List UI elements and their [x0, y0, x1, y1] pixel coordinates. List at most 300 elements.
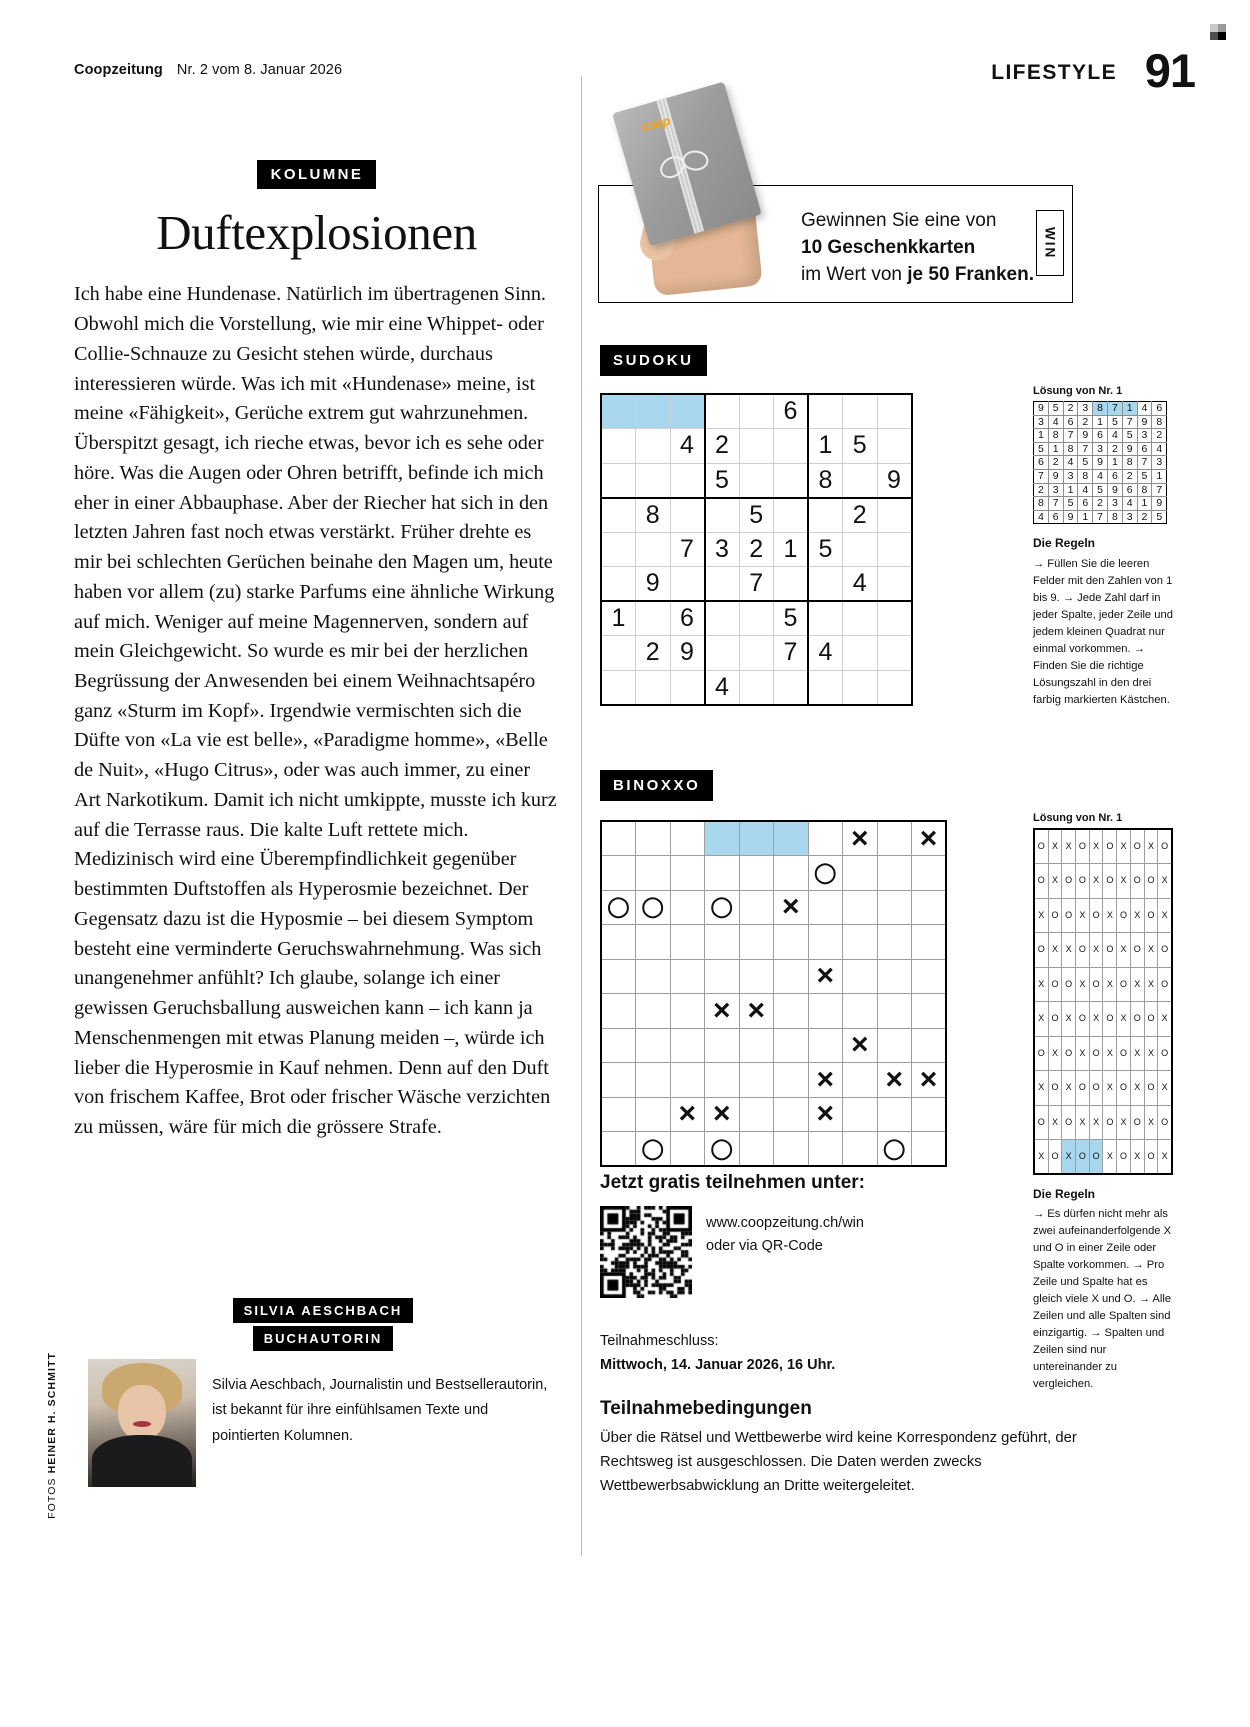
sudoku-cell[interactable] — [739, 636, 774, 671]
binoxxo-cell[interactable] — [808, 994, 843, 1029]
sudoku-solution-cell: 1 — [1034, 429, 1049, 443]
terms-title: Teilnahmebedingungen — [600, 1398, 812, 1419]
x-mark-icon: × — [816, 1062, 835, 1096]
binoxxo-cell[interactable] — [601, 1063, 636, 1098]
sudoku-cell[interactable] — [808, 394, 843, 429]
sudoku-row — [601, 636, 912, 671]
binoxxo-solution-cell: O — [1034, 864, 1048, 899]
sudoku-cell[interactable] — [739, 463, 774, 498]
binoxxo-solution-cell: X — [1034, 1071, 1048, 1106]
binoxxo-cell[interactable] — [774, 959, 809, 994]
binoxxo-solution-cell: O — [1158, 1036, 1172, 1071]
binoxxo-cell[interactable] — [877, 1063, 912, 1098]
binoxxo-cell[interactable] — [877, 959, 912, 994]
binoxxo-solution-cell: X — [1117, 1105, 1131, 1140]
binoxxo-cell[interactable] — [808, 856, 843, 891]
kicker-wrap — [74, 160, 559, 189]
binoxxo-cell[interactable] — [843, 1028, 878, 1063]
binoxxo-cell[interactable] — [843, 925, 878, 960]
binoxxo-cell[interactable] — [808, 959, 843, 994]
binoxxo-cell[interactable] — [843, 959, 878, 994]
sudoku-cell[interactable]: 2 — [739, 532, 774, 567]
binoxxo-solution-cell: O — [1158, 1105, 1172, 1140]
sudoku-cell[interactable] — [601, 670, 636, 705]
sudoku-cell[interactable] — [739, 394, 774, 429]
binoxxo-cell[interactable] — [912, 959, 947, 994]
binoxxo-solution-cell: X — [1103, 1140, 1117, 1175]
binoxxo-cell[interactable] — [601, 1132, 636, 1167]
sudoku-cell[interactable]: 5 — [705, 463, 740, 498]
binoxxo-cell[interactable] — [877, 994, 912, 1029]
binoxxo-cell[interactable] — [912, 1028, 947, 1063]
page-title: Duftexplosionen — [156, 205, 477, 260]
binoxxo-solution-title: Lösung von Nr. 1 — [1033, 812, 1123, 824]
sudoku-cell[interactable]: 6 — [670, 601, 705, 636]
binoxxo-solution-cell: O — [1062, 1036, 1076, 1071]
binoxxo-solution-cell: O — [1117, 1140, 1131, 1175]
sudoku-solution-cell: 6 — [1078, 497, 1093, 511]
binoxxo-cell[interactable] — [843, 890, 878, 925]
sudoku-cell[interactable] — [877, 429, 912, 464]
sudoku-solution-cell: 9 — [1063, 510, 1078, 524]
binoxxo-cell[interactable] — [705, 821, 740, 856]
sudoku-cell[interactable] — [774, 567, 809, 602]
sudoku-cell[interactable]: 5 — [739, 498, 774, 533]
sudoku-cell[interactable]: 7 — [774, 636, 809, 671]
sudoku-cell[interactable] — [636, 463, 671, 498]
sudoku-cell[interactable] — [601, 429, 636, 464]
author-bio: Silvia Aeschbach, Journalistin und Bestsellerautorin, ist bekannt für ihre einfühlsamen Texte und pointierten Kolumnen. — [212, 1377, 548, 1444]
sudoku-solution-cell: 1 — [1093, 415, 1108, 429]
binoxxo-cell[interactable] — [808, 890, 843, 925]
qr-code-icon[interactable] — [600, 1206, 692, 1298]
binoxxo-cell[interactable] — [670, 1097, 705, 1132]
binoxxo-cell[interactable] — [912, 1063, 947, 1098]
sudoku-cell[interactable] — [774, 670, 809, 705]
binoxxo-solution-cell: O — [1144, 864, 1158, 899]
sudoku-solution-cell: 4 — [1034, 510, 1049, 524]
sudoku-cell[interactable] — [877, 498, 912, 533]
binoxxo-solution-cell: O — [1034, 933, 1048, 968]
sudoku-solution-cell: 1 — [1048, 442, 1063, 456]
sudoku-cell[interactable] — [877, 601, 912, 636]
sudoku-cell[interactable] — [774, 498, 809, 533]
sudoku-solution-cell: 7 — [1107, 402, 1122, 416]
binoxxo-solution-cell: X — [1144, 967, 1158, 1002]
sudoku-solution-cell: 6 — [1048, 510, 1063, 524]
binoxxo-cell[interactable] — [670, 1063, 705, 1098]
binoxxo-solution-cell: O — [1062, 1105, 1076, 1140]
binoxxo-solution-row — [1034, 829, 1172, 864]
binoxxo-cell[interactable] — [774, 1063, 809, 1098]
binoxxo-cell[interactable] — [636, 890, 671, 925]
sudoku-solution-cell: 9 — [1107, 483, 1122, 497]
participate-url[interactable]: www.coopzeitung.ch/win — [706, 1215, 864, 1231]
binoxxo-cell[interactable] — [912, 890, 947, 925]
binoxxo-cell[interactable] — [877, 856, 912, 891]
sudoku-cell[interactable] — [601, 394, 636, 429]
author-tags — [88, 1298, 558, 1351]
binoxxo-cell[interactable] — [739, 959, 774, 994]
sudoku-cell[interactable] — [843, 532, 878, 567]
x-mark-icon: × — [919, 821, 938, 855]
binoxxo-cell[interactable] — [739, 1097, 774, 1132]
sudoku-cell[interactable] — [739, 601, 774, 636]
binoxxo-solution-cell: X — [1048, 933, 1062, 968]
sudoku-cell[interactable] — [843, 601, 878, 636]
x-mark-icon: × — [850, 1028, 869, 1062]
o-mark-icon: ◯ — [641, 1137, 664, 1160]
o-mark-icon: ◯ — [607, 896, 630, 919]
binoxxo-cell[interactable] — [912, 1132, 947, 1167]
x-mark-icon: × — [919, 1062, 938, 1096]
binoxxo-solution-cell: X — [1062, 1002, 1076, 1037]
binoxxo-row — [601, 821, 946, 856]
binoxxo-cell[interactable] — [705, 994, 740, 1029]
binoxxo-row — [601, 925, 946, 960]
binoxxo-cell[interactable] — [808, 821, 843, 856]
binoxxo-solution-cell: O — [1048, 1071, 1062, 1106]
binoxxo-cell[interactable] — [705, 1028, 740, 1063]
sudoku-row — [601, 463, 912, 498]
sudoku-solution-cell: 9 — [1048, 469, 1063, 483]
sudoku-cell[interactable] — [705, 601, 740, 636]
sudoku-row — [601, 601, 912, 636]
binoxxo-solution-cell: X — [1130, 1140, 1144, 1175]
kicker-badge: KOLUMNE — [257, 160, 377, 189]
sudoku-cell[interactable]: 2 — [636, 636, 671, 671]
binoxxo-solution-cell: O — [1117, 967, 1131, 1002]
binoxxo-solution-cell: X — [1117, 933, 1131, 968]
binoxxo-cell[interactable] — [912, 821, 947, 856]
sudoku-cell[interactable] — [739, 429, 774, 464]
binoxxo-cell[interactable] — [670, 1028, 705, 1063]
sudoku-cell[interactable]: 6 — [774, 394, 809, 429]
sudoku-cell[interactable] — [636, 429, 671, 464]
sudoku-solution-cell: 4 — [1107, 429, 1122, 443]
binoxxo-solution-cell: X — [1130, 967, 1144, 1002]
sudoku-cell[interactable] — [877, 532, 912, 567]
sudoku-cell[interactable] — [877, 394, 912, 429]
binoxxo-solution-cell: X — [1034, 1140, 1048, 1175]
binoxxo-cell[interactable] — [601, 1097, 636, 1132]
binoxxo-cell[interactable] — [670, 925, 705, 960]
sudoku-solution-cell: 3 — [1078, 402, 1093, 416]
win-badge — [1036, 210, 1064, 276]
binoxxo-cell[interactable] — [774, 925, 809, 960]
sudoku-cell[interactable] — [705, 636, 740, 671]
sudoku-solution-cell: 4 — [1122, 497, 1137, 511]
binoxxo-cell[interactable] — [705, 959, 740, 994]
binoxxo-cell[interactable] — [636, 856, 671, 891]
sudoku-cell[interactable] — [774, 429, 809, 464]
sudoku-cell[interactable] — [601, 636, 636, 671]
sudoku-solution-row — [1034, 483, 1167, 497]
binoxxo-solution-row — [1034, 967, 1172, 1002]
binoxxo-solution-cell: O — [1048, 967, 1062, 1002]
sudoku-cell[interactable]: 8 — [636, 498, 671, 533]
sudoku-solution-cell: 4 — [1152, 442, 1167, 456]
binoxxo-cell[interactable] — [601, 994, 636, 1029]
binoxxo-cell[interactable] — [877, 890, 912, 925]
binoxxo-cell[interactable] — [636, 1028, 671, 1063]
sudoku-cell[interactable]: 5 — [774, 601, 809, 636]
binoxxo-solution-cell: X — [1034, 898, 1048, 933]
binoxxo-solution-cell: O — [1089, 898, 1103, 933]
sudoku-cell[interactable] — [877, 636, 912, 671]
binoxxo-cell[interactable] — [670, 856, 705, 891]
binoxxo-cell[interactable] — [739, 821, 774, 856]
binoxxo-cell[interactable] — [774, 856, 809, 891]
binoxxo-cell[interactable] — [774, 1097, 809, 1132]
binoxxo-cell[interactable] — [912, 994, 947, 1029]
sudoku-cell[interactable] — [670, 670, 705, 705]
article-paragraph: Ich habe eine Hundenase. Natürlich im übertragenen Sinn. Obwohl mich die Vorstellung, wie mir eine Whippet- oder Collie-Schnauze zu Gesicht stehen würde, durchaus interessieren würde. Was ich mit «Hundenase» meine, ist meine «Fähigkeit», Gerüche extrem gut wahrzunehmen. Überspitzt gesagt, ich rieche etwas, bevor ich es sehe oder höre. Was die Augen oder Ohren betrifft, befinde ich mich eher in einer Abbauphase. Aber der Riecher hat sich in den letzten Jahren fast noch etwas verstärkt. Früher drehte es mir bei schlechten Gerüchen beinahe den Magen um, heute haben vor allem (zu) starke Parfums eine ähnliche Wirkung auf mich. Weniger auf meine Magennerven, sondern auf mein Gleichgewicht. So wurde es mir bei der herzlichen Begrüssung der Anwesenden bei einem Weihnachtsapéro ganz «Sturm im Kopf». Irgendwie vermischten sich die Düfte von «La vie est belle», «Paradigme homme», «Belle de Nuit», «Hugo Citrus», oder was auch immer, zu einer Art Narkotikum. Damit ich nicht umkippte, musste ich kurz auf die Terrasse raus. Die kalte Luft rettete mich. Medizinisch wird eine Überempfindlichkeit gegenüber bestimmten Duftstoffen als Hyperosmie bezeichnet. Der Gegensatz dazu ist die Hyposmie – bei diesem Symptom besteht eine verminderte Geruchswahrnehmung. Was sich unangenehmer anfühlt? Ich glaube, solange ich einer gewissen Geruchsballung ausweichen kann – ich kann ja Menschenmengen mit etwas Planung meiden –, würde ich lieber die Hyperosmie in Kauf nehmen. Denn auf den Duft von frischem Kaffee, Brot oder frischer Wäsche verzichten zu müssen, wäre für mich die grössere Strafe. — [74, 283, 557, 1138]
sudoku-cell[interactable]: 2 — [705, 429, 740, 464]
sudoku-cell[interactable]: 9 — [636, 567, 671, 602]
sudoku-cell[interactable]: 4 — [808, 636, 843, 671]
binoxxo-solution-cell: O — [1076, 829, 1090, 864]
binoxxo-cell[interactable] — [774, 1028, 809, 1063]
binoxxo-solution-cell: O — [1089, 967, 1103, 1002]
binoxxo-cell[interactable] — [739, 994, 774, 1029]
sudoku-cell[interactable] — [843, 394, 878, 429]
sudoku-cell[interactable]: 8 — [808, 463, 843, 498]
binoxxo-cell[interactable] — [739, 1132, 774, 1167]
sudoku-solution-cell: 3 — [1137, 429, 1152, 443]
binoxxo-solution-cell: X — [1034, 967, 1048, 1002]
sudoku-cell[interactable]: 9 — [670, 636, 705, 671]
binoxxo-cell[interactable] — [739, 1028, 774, 1063]
sudoku-solution-cell: 8 — [1093, 402, 1108, 416]
binoxxo-cell[interactable] — [670, 890, 705, 925]
binoxxo-cell[interactable] — [601, 856, 636, 891]
binoxxo-solution-cell: O — [1048, 1002, 1062, 1037]
binoxxo-cell[interactable] — [808, 925, 843, 960]
binoxxo-solution-cell: X — [1076, 967, 1090, 1002]
registration-mark — [1210, 24, 1226, 40]
binoxxo-cell[interactable] — [843, 1132, 878, 1167]
binoxxo-cell[interactable] — [705, 1063, 740, 1098]
binoxxo-cell[interactable] — [843, 821, 878, 856]
sudoku-solution-cell: 9 — [1152, 497, 1167, 511]
sudoku-cell[interactable]: 3 — [705, 532, 740, 567]
binoxxo-cell[interactable] — [877, 1132, 912, 1167]
photo-credit — [46, 1352, 58, 1519]
sudoku-cell[interactable] — [705, 498, 740, 533]
binoxxo-solution-cell: X — [1158, 1140, 1172, 1175]
binoxxo-solution-cell: X — [1062, 829, 1076, 864]
binoxxo-cell[interactable] — [705, 890, 740, 925]
sudoku-cell[interactable] — [808, 498, 843, 533]
binoxxo-cell[interactable] — [601, 890, 636, 925]
sudoku-solution-row — [1034, 469, 1167, 483]
sudoku-rules — [1033, 534, 1173, 708]
deadline-label: Teilnahmeschluss: — [600, 1333, 719, 1349]
binoxxo-cell[interactable] — [601, 1028, 636, 1063]
sudoku-solution-cell: 1 — [1078, 510, 1093, 524]
binoxxo-cell[interactable] — [636, 821, 671, 856]
sudoku-solution-cell: 6 — [1107, 469, 1122, 483]
sudoku-cell[interactable] — [636, 601, 671, 636]
sudoku-cell[interactable] — [843, 670, 878, 705]
sudoku-cell[interactable]: 1 — [601, 601, 636, 636]
sudoku-cell[interactable]: 7 — [739, 567, 774, 602]
sudoku-cell[interactable] — [601, 532, 636, 567]
binoxxo-solution-cell: O — [1089, 1071, 1103, 1106]
sudoku-cell[interactable] — [808, 601, 843, 636]
sudoku-cell[interactable] — [843, 636, 878, 671]
sudoku-cell[interactable] — [843, 463, 878, 498]
binoxxo-cell[interactable] — [705, 925, 740, 960]
binoxxo-cell[interactable] — [877, 1028, 912, 1063]
sudoku-cell[interactable]: 4 — [705, 670, 740, 705]
sudoku-cell[interactable] — [705, 394, 740, 429]
binoxxo-cell[interactable] — [912, 856, 947, 891]
sudoku-cell[interactable] — [636, 532, 671, 567]
sudoku-cell[interactable]: 5 — [808, 532, 843, 567]
binoxxo-cell[interactable] — [877, 925, 912, 960]
binoxxo-solution-cell: O — [1048, 898, 1062, 933]
sudoku-grid[interactable] — [600, 393, 913, 706]
binoxxo-solution-cell: O — [1130, 1105, 1144, 1140]
binoxxo-solution-cell: X — [1089, 1105, 1103, 1140]
sudoku-solution-cell: 8 — [1078, 469, 1093, 483]
sudoku-solution-cell: 9 — [1034, 402, 1049, 416]
author-role-badge: BUCHAUTORIN — [253, 1326, 394, 1351]
sudoku-cell[interactable] — [774, 463, 809, 498]
binoxxo-cell[interactable] — [843, 1063, 878, 1098]
sudoku-cell[interactable] — [670, 394, 705, 429]
sudoku-cell[interactable]: 5 — [843, 429, 878, 464]
binoxxo-cell[interactable] — [808, 1132, 843, 1167]
x-mark-icon: × — [712, 1097, 731, 1131]
prize-line-3-bold: je 50 Franken. — [907, 263, 1035, 285]
binoxxo-grid[interactable] — [600, 820, 947, 1167]
sudoku-cell[interactable]: 9 — [877, 463, 912, 498]
sudoku-cell[interactable] — [670, 463, 705, 498]
binoxxo-cell[interactable] — [636, 1132, 671, 1167]
binoxxo-cell[interactable] — [739, 925, 774, 960]
sudoku-solution-cell: 7 — [1034, 469, 1049, 483]
sudoku-cell[interactable] — [601, 498, 636, 533]
binoxxo-cell[interactable] — [843, 856, 878, 891]
binoxxo-cell[interactable] — [601, 925, 636, 960]
participate-title: Jetzt gratis teilnehmen unter: — [600, 1172, 865, 1193]
sudoku-cell[interactable]: 1 — [808, 429, 843, 464]
binoxxo-cell[interactable] — [636, 994, 671, 1029]
deadline-value: Mittwoch, 14. Januar 2026, 16 Uhr. — [600, 1356, 836, 1373]
binoxxo-cell[interactable] — [808, 1097, 843, 1132]
binoxxo-cell[interactable] — [739, 890, 774, 925]
binoxxo-row — [601, 856, 946, 891]
sudoku-cell[interactable] — [670, 498, 705, 533]
binoxxo-cell[interactable] — [636, 1097, 671, 1132]
binoxxo-solution-grid — [1033, 828, 1173, 1175]
sudoku-solution-cell: 9 — [1093, 456, 1108, 470]
binoxxo-cell[interactable] — [601, 821, 636, 856]
prize-line-3-pre: im Wert von — [801, 263, 908, 285]
binoxxo-cell[interactable] — [912, 1097, 947, 1132]
sudoku-cell[interactable] — [636, 670, 671, 705]
binoxxo-solution-cell: O — [1062, 864, 1076, 899]
binoxxo-solution-cell: O — [1076, 864, 1090, 899]
sudoku-cell[interactable] — [636, 394, 671, 429]
binoxxo-solution-cell: X — [1158, 1071, 1172, 1106]
binoxxo-cell[interactable] — [705, 856, 740, 891]
binoxxo-cell[interactable] — [636, 925, 671, 960]
binoxxo-cell[interactable] — [601, 959, 636, 994]
binoxxo-cell[interactable] — [808, 1028, 843, 1063]
binoxxo-cell[interactable] — [877, 1097, 912, 1132]
binoxxo-cell[interactable] — [843, 1097, 878, 1132]
sudoku-cell[interactable] — [670, 567, 705, 602]
binoxxo-solution-cell: X — [1158, 1002, 1172, 1037]
sudoku-cell[interactable]: 4 — [670, 429, 705, 464]
sudoku-cell[interactable] — [877, 670, 912, 705]
sudoku-cell[interactable] — [705, 567, 740, 602]
sudoku-cell[interactable] — [877, 567, 912, 602]
binoxxo-cell[interactable] — [670, 994, 705, 1029]
binoxxo-solution-block — [1033, 812, 1173, 1393]
sudoku-row — [601, 670, 912, 705]
sudoku-cell[interactable]: 1 — [774, 532, 809, 567]
sudoku-cell[interactable]: 4 — [843, 567, 878, 602]
sudoku-solution-cell: 9 — [1137, 415, 1152, 429]
binoxxo-cell[interactable] — [774, 994, 809, 1029]
binoxxo-cell[interactable] — [636, 959, 671, 994]
binoxxo-cell[interactable] — [636, 1063, 671, 1098]
sudoku-solution-cell: 4 — [1048, 415, 1063, 429]
sudoku-cell[interactable] — [601, 463, 636, 498]
binoxxo-cell[interactable] — [774, 1132, 809, 1167]
binoxxo-cell[interactable] — [739, 856, 774, 891]
sudoku-cell[interactable] — [601, 567, 636, 602]
binoxxo-cell[interactable] — [739, 1063, 774, 1098]
o-mark-icon: ◯ — [814, 861, 837, 884]
binoxxo-solution-cell: X — [1089, 829, 1103, 864]
binoxxo-row — [601, 994, 946, 1029]
binoxxo-cell[interactable] — [808, 1063, 843, 1098]
sudoku-cell[interactable]: 2 — [843, 498, 878, 533]
binoxxo-cell[interactable] — [774, 821, 809, 856]
sudoku-cell[interactable]: 7 — [670, 532, 705, 567]
sudoku-solution-cell: 1 — [1107, 456, 1122, 470]
sudoku-solution-cell: 2 — [1152, 429, 1167, 443]
binoxxo-cell[interactable] — [705, 1097, 740, 1132]
binoxxo-cell[interactable] — [670, 1132, 705, 1167]
binoxxo-cell[interactable] — [877, 821, 912, 856]
sudoku-cell[interactable] — [808, 567, 843, 602]
binoxxo-cell[interactable] — [670, 959, 705, 994]
binoxxo-cell[interactable] — [670, 821, 705, 856]
binoxxo-solution-row — [1034, 1071, 1172, 1106]
sudoku-solution-row — [1034, 415, 1167, 429]
qr-text — [706, 1206, 864, 1298]
binoxxo-solution-cell: O — [1103, 1105, 1117, 1140]
binoxxo-cell[interactable] — [843, 994, 878, 1029]
binoxxo-solution-cell: X — [1144, 933, 1158, 968]
binoxxo-cell[interactable] — [774, 890, 809, 925]
binoxxo-cell[interactable] — [705, 1132, 740, 1167]
binoxxo-solution-cell: O — [1076, 1002, 1090, 1037]
binoxxo-cell[interactable] — [912, 925, 947, 960]
sudoku-solution-cell: 6 — [1137, 442, 1152, 456]
sudoku-cell[interactable] — [808, 670, 843, 705]
sudoku-solution-cell: 4 — [1078, 483, 1093, 497]
sudoku-cell[interactable] — [739, 670, 774, 705]
binoxxo-solution-row — [1034, 1036, 1172, 1071]
